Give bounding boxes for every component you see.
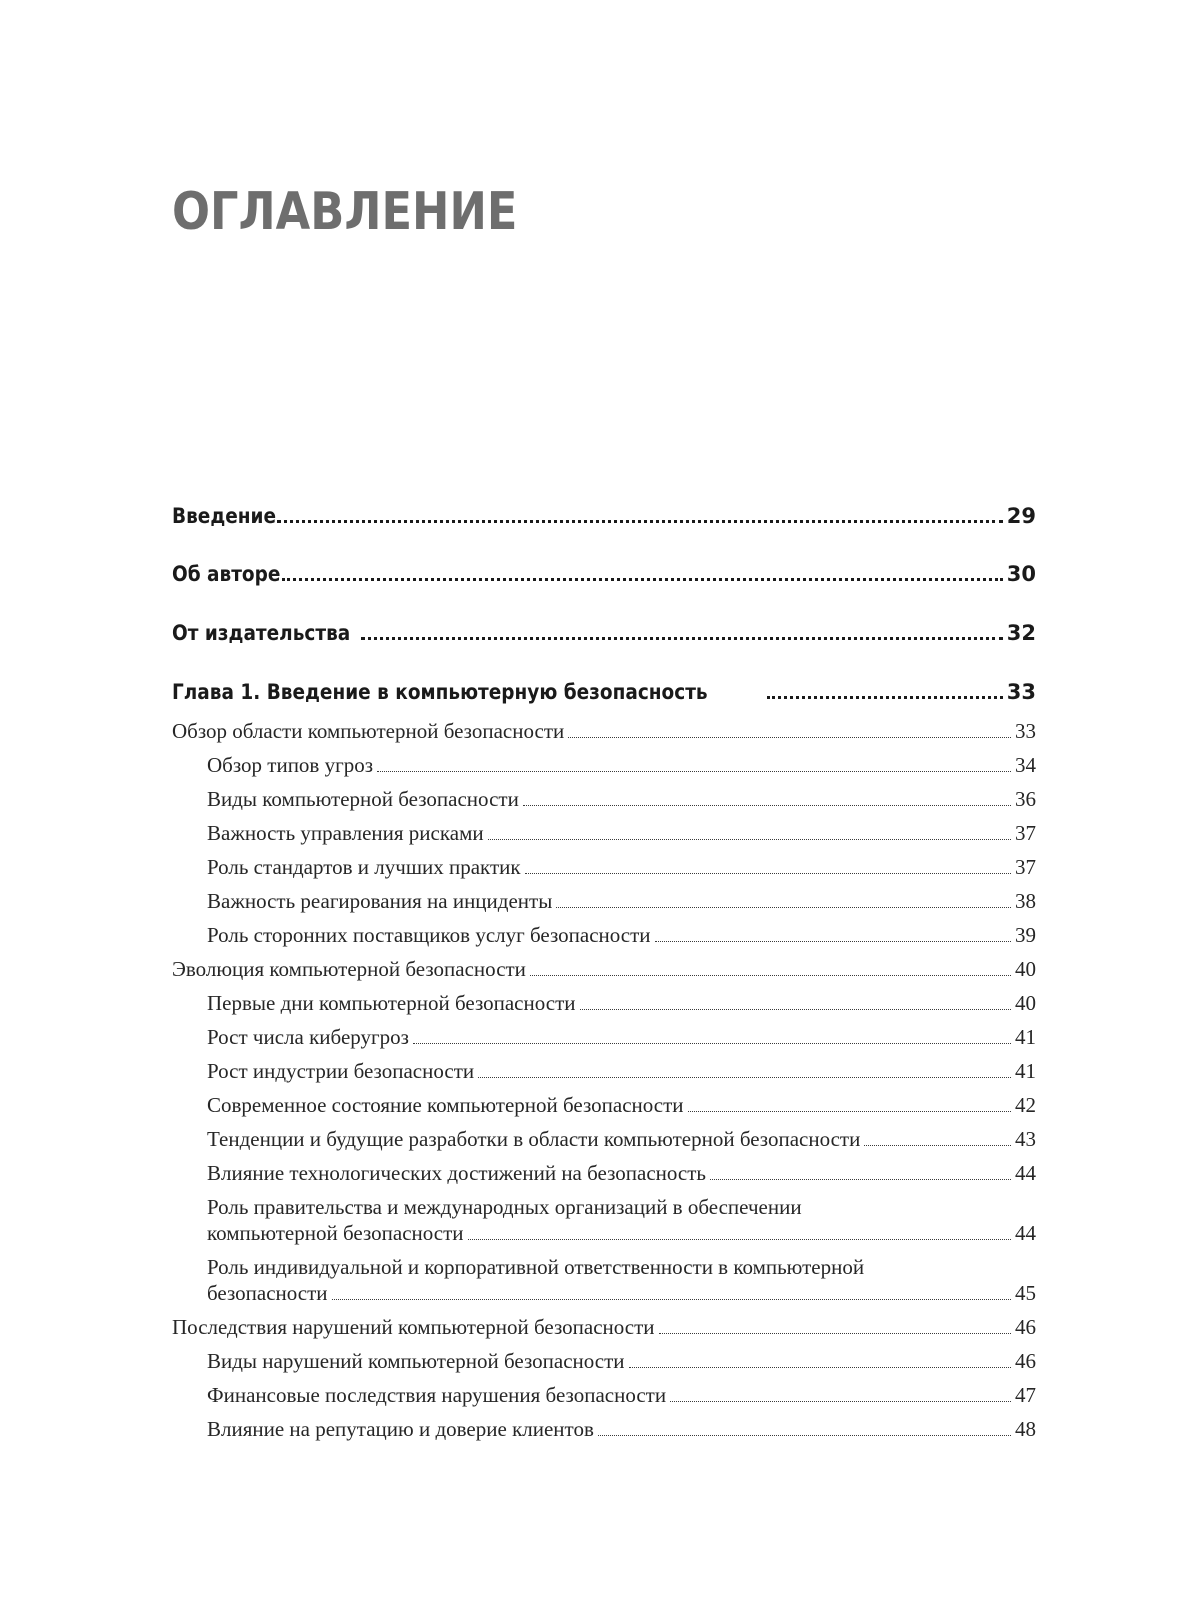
- toc-entry-subsection[interactable]: [207, 1382, 1036, 1408]
- toc-entry-label: Последствия нарушений компьютерной безопасности: [172, 1315, 655, 1339]
- toc-entry-label: Первые дни компьютерной безопасности: [207, 991, 576, 1015]
- toc-entry-page: 41: [1015, 1025, 1036, 1049]
- toc-entry-subsection[interactable]: [207, 922, 1036, 948]
- toc-leader-dots: [767, 696, 1002, 699]
- toc-entry-label: Влияние на репутацию и доверие клиентов: [207, 1417, 594, 1441]
- toc-entry-page: 30: [1006, 562, 1036, 586]
- toc-entry-subsection[interactable]: [207, 820, 1036, 846]
- toc-entry-page: 33: [1015, 719, 1036, 743]
- toc-entry-introduction[interactable]: [172, 503, 1036, 529]
- toc-entry-label: Глава 1. Введение в компьютерную безопасность: [172, 680, 708, 704]
- toc-entry-label: Влияние технологических достижений на безопасность: [207, 1161, 707, 1185]
- toc-entry-label: Тенденции и будущие разработки в области компьютерной безопасности: [207, 1127, 861, 1151]
- toc-leader-dots: [670, 1401, 1011, 1402]
- toc-entry-page: 42: [1015, 1093, 1036, 1117]
- toc-leader-dots: [525, 873, 1011, 874]
- toc-entry-page: 37: [1015, 821, 1036, 845]
- toc-entry-label: Роль стандартов и лучших практик: [207, 855, 521, 879]
- toc-leader-dots: [478, 1077, 1011, 1078]
- toc-entry-page: 41: [1015, 1059, 1036, 1083]
- page-title: ОГЛАВЛЕНИЕ: [172, 182, 518, 242]
- toc-entry-subsection[interactable]: [207, 888, 1036, 914]
- toc-entry-about-author[interactable]: [172, 561, 1036, 587]
- toc-entry-page: 47: [1015, 1383, 1036, 1407]
- toc-entry-page: 40: [1015, 957, 1036, 981]
- toc-entry-page: 34: [1015, 753, 1036, 777]
- toc-entry-label: Введение: [172, 504, 277, 528]
- toc-entry-label: Важность реагирования на инциденты: [207, 889, 553, 913]
- toc-entry-subsection[interactable]: [207, 1416, 1036, 1442]
- toc-leader-dots: [655, 941, 1011, 942]
- toc-entry-label: От издательства: [172, 621, 351, 645]
- toc-entry-label: Виды нарушений компьютерной безопасности: [207, 1349, 625, 1373]
- toc-entry-section[interactable]: [172, 718, 1036, 744]
- toc-leader-dots: [629, 1367, 1011, 1368]
- toc-entry-section[interactable]: [172, 956, 1036, 982]
- toc-entry-label: Обзор области компьютерной безопасности: [172, 719, 565, 743]
- toc-entry-subsection[interactable]: [207, 1092, 1036, 1118]
- toc-entry-page: 33: [1006, 680, 1036, 704]
- toc-entry-subsection[interactable]: [207, 990, 1036, 1016]
- toc-leader-dots: [598, 1435, 1011, 1436]
- toc-entry-subsection[interactable]: [207, 1058, 1036, 1084]
- toc-leader-dots: [377, 771, 1011, 772]
- toc-leader-dots: [710, 1179, 1011, 1180]
- toc-leader-dots: [523, 805, 1011, 806]
- toc-entry-page: 32: [1006, 621, 1036, 645]
- toc-entry-page: 39: [1015, 923, 1036, 947]
- toc-entry-subsection[interactable]: [207, 1220, 1036, 1246]
- toc-leader-dots: [530, 975, 1011, 976]
- toc-leader-dots: [332, 1299, 1011, 1300]
- toc-entry-label: Рост индустрии безопасности: [207, 1059, 475, 1083]
- toc-leader-dots: [659, 1333, 1011, 1334]
- toc-leader-dots: [488, 839, 1011, 840]
- toc-entry-section[interactable]: [172, 1314, 1036, 1340]
- toc-leader-dots: [688, 1111, 1011, 1112]
- toc-entry-subsection[interactable]: [207, 1126, 1036, 1152]
- toc-entry-label: Важность управления рисками: [207, 821, 484, 845]
- toc-entry-chapter-1[interactable]: [172, 679, 1036, 705]
- toc-entry-page: 45: [1015, 1281, 1036, 1305]
- toc-leader-dots: [568, 737, 1011, 738]
- toc-leader-dots: [277, 520, 1003, 523]
- toc-entry-from-publisher[interactable]: [172, 620, 1036, 646]
- toc-entry-subsection[interactable]: [207, 854, 1036, 880]
- toc-entry-label: Рост числа киберугроз: [207, 1025, 409, 1049]
- toc-entry-page: 38: [1015, 889, 1036, 913]
- toc-entry-page: 46: [1015, 1315, 1036, 1339]
- toc-entry-label: Финансовые последствия нарушения безопасности: [207, 1383, 667, 1407]
- toc-entry-page: 46: [1015, 1349, 1036, 1373]
- toc-entry-page: 37: [1015, 855, 1036, 879]
- toc-entry-label: безопасности: [207, 1281, 328, 1305]
- toc-entry-label-line1[interactable]: Роль индивидуальной и корпоративной ответственности в компьютерной: [207, 1255, 865, 1279]
- toc-entry-page: 29: [1006, 504, 1036, 528]
- toc-leader-dots: [864, 1145, 1011, 1146]
- toc-leader-dots: [468, 1239, 1011, 1240]
- toc-entry-subsection[interactable]: [207, 1024, 1036, 1050]
- toc-entry-page: 40: [1015, 991, 1036, 1015]
- toc-entry-label: Виды компьютерной безопасности: [207, 787, 519, 811]
- toc-entry-label: Роль сторонних поставщиков услуг безопасности: [207, 923, 651, 947]
- toc-leader-dots: [282, 578, 1003, 581]
- toc-entry-label: Эволюция компьютерной безопасности: [172, 957, 526, 981]
- toc-entry-label-line1[interactable]: Роль правительства и международных организаций в обеспечении: [207, 1195, 802, 1219]
- toc-entry-page: 48: [1015, 1417, 1036, 1441]
- toc-entry-page: 36: [1015, 787, 1036, 811]
- toc-leader-dots: [361, 637, 1002, 640]
- toc-entry-subsection[interactable]: [207, 1160, 1036, 1186]
- toc-entry-subsection[interactable]: [207, 786, 1036, 812]
- toc-leader-dots: [556, 907, 1011, 908]
- toc-entry-subsection[interactable]: [207, 1280, 1036, 1306]
- toc-entry-subsection[interactable]: [207, 1348, 1036, 1374]
- toc-entry-label: Современное состояние компьютерной безопасности: [207, 1093, 684, 1117]
- toc-leader-dots: [580, 1009, 1011, 1010]
- toc-entry-label: компьютерной безопасности: [207, 1221, 464, 1245]
- toc-leader-dots: [413, 1043, 1011, 1044]
- toc-entry-page: 44: [1015, 1161, 1036, 1185]
- toc-entry-label: Обзор типов угроз: [207, 753, 374, 777]
- toc-entry-subsection[interactable]: [207, 752, 1036, 778]
- toc-entry-page: 44: [1015, 1221, 1036, 1245]
- toc-entry-page: 43: [1015, 1127, 1036, 1151]
- toc-entry-label: Об авторе: [172, 562, 281, 586]
